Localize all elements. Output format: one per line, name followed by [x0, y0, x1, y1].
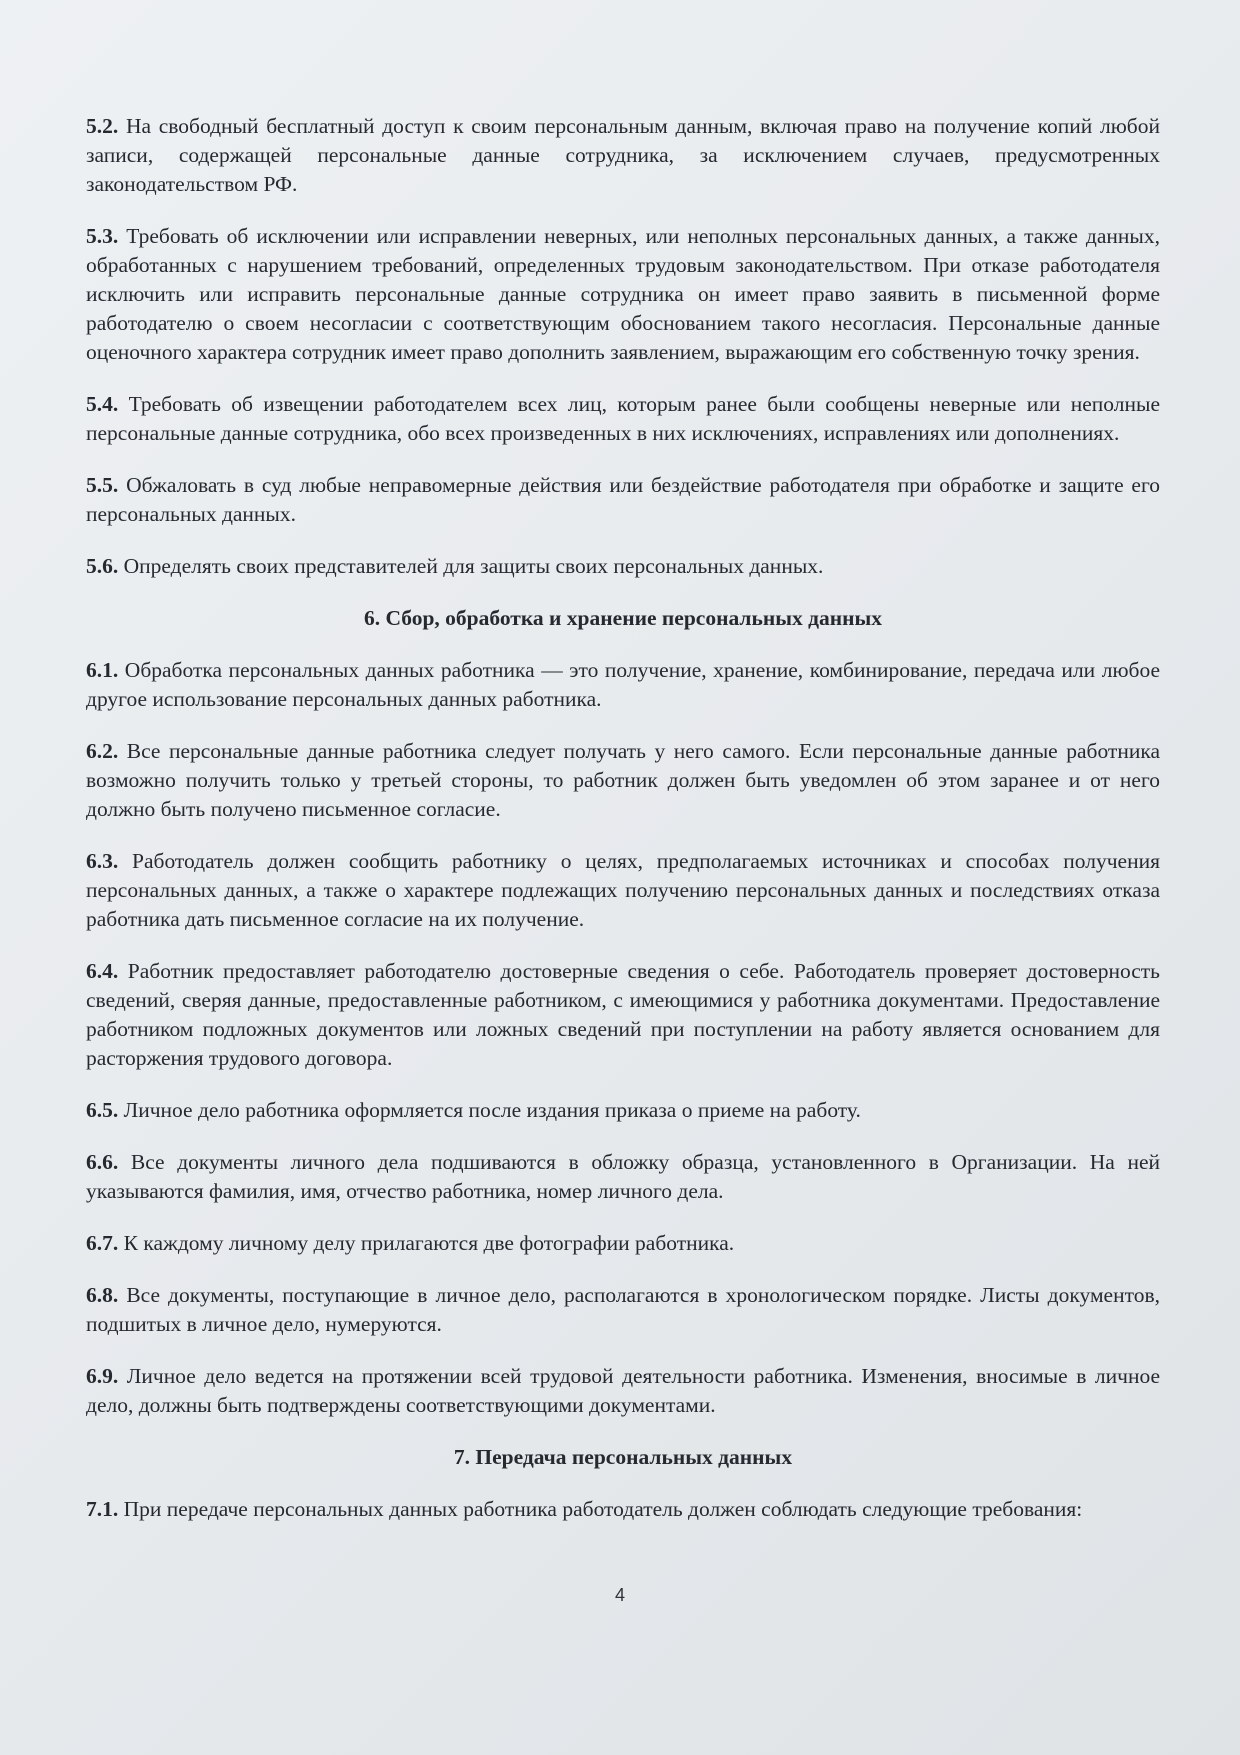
- clause-text: Обжаловать в суд любые неправомерные действия или бездействие работодателя при обработке и защите его персональных данных.: [86, 473, 1161, 526]
- clause-paragraph: [86, 1281, 1160, 1339]
- clause-text: К каждому личному делу прилагаются две фотографии работника.: [123, 1231, 735, 1255]
- section-heading: 7. Передача персональных данных: [453, 1445, 793, 1469]
- clause-text: На свободный бесплатный доступ к своим персональным данным, включая право на получение копий любой записи, содержащей персональные данные сотрудника, за исключением случаев, предусмотренных законодательством РФ.: [86, 114, 1160, 196]
- clause-paragraph: [86, 1229, 1160, 1258]
- clause-number: 5.4.: [86, 392, 119, 416]
- clause-number: 6.8.: [86, 1283, 119, 1307]
- clause-text: Обработка персональных данных работника — это получение, хранение, комбинирование, передача или любое другое использование персональных данных работника.: [86, 658, 1161, 711]
- clause-text: Требовать об исключении или исправлении неверных, или неполных персональных данных, а также данных, обработанных с нарушением требований, определенных трудовым законодательством. При отказе работодателя исключить или исправить персональные данные сотрудника он имеет право заявить в письменной форме работодателю о своем несогласии с соответствующим обоснованием такого несогласия. Персональные данные оценочного характера сотрудник имеет право дополнить заявлением, выражающим его собственную точку зрения.: [86, 224, 1160, 364]
- clause-number: 6.4.: [86, 959, 119, 983]
- clause-text: При передаче персональных данных работника работодатель должен соблюдать следующие требования:: [123, 1497, 1083, 1521]
- clause-paragraph: [86, 1096, 1160, 1125]
- clause-text: Личное дело работника оформляется после издания приказа о приеме на работу.: [123, 1098, 861, 1122]
- clause-number: 7.1.: [86, 1497, 119, 1521]
- clause-number: 6.3.: [86, 849, 119, 873]
- clause-paragraph: [86, 656, 1160, 714]
- clause-text: Работник предоставляет работодателю достоверные сведения о себе. Работодатель проверяет достоверность сведений, сверяя данные, предоставленные работником, с имеющимися у работника документами. Предоставление работником подложных документов или ложных сведений при поступлении на работу является основанием для расторжения трудового договора.: [86, 959, 1160, 1070]
- clause-paragraph: [86, 737, 1160, 824]
- clause-paragraph: [86, 390, 1160, 448]
- clause-number: 5.5.: [86, 473, 119, 497]
- page-number: 4: [614, 1585, 625, 1605]
- clause-paragraph: [86, 552, 1160, 581]
- clause-text: Личное дело ведется на протяжении всей трудовой деятельности работника. Изменения, вносимые в личное дело, должны быть подтверждены соответствующими документами.: [86, 1364, 1161, 1417]
- clause-number: 6.6.: [86, 1150, 119, 1174]
- clause-number: 5.2.: [86, 114, 119, 138]
- clause-paragraph: [86, 112, 1160, 199]
- clause-number: 5.6.: [86, 554, 119, 578]
- clause-paragraph: [86, 1495, 1160, 1524]
- clause-text: Определять своих представителей для защиты своих персональных данных.: [123, 554, 824, 578]
- clause-number: 6.1.: [86, 658, 119, 682]
- clause-paragraph: [86, 847, 1160, 934]
- clause-text: Все документы личного дела подшиваются в обложку образца, установленного в Организации. На ней указываются фамилия, имя, отчество работника, номер личного дела.: [86, 1150, 1160, 1203]
- clause-paragraph: [86, 957, 1160, 1073]
- clause-number: 6.9.: [86, 1364, 119, 1388]
- clause-number: 6.2.: [86, 739, 119, 763]
- document-body: [86, 112, 1160, 1547]
- clause-paragraph: [86, 222, 1160, 367]
- clause-text: Требовать об извещении работодателем всех лиц, которым ранее были сообщены неверные или неполные персональные данные сотрудника, обо всех произведенных в них исключениях, исправлениях или дополнениях.: [86, 392, 1160, 445]
- clause-number: 5.3.: [86, 224, 119, 248]
- clause-number: 6.7.: [86, 1231, 119, 1255]
- clause-paragraph: [86, 1148, 1160, 1206]
- clause-number: 6.5.: [86, 1098, 119, 1122]
- clause-paragraph: [86, 1362, 1160, 1420]
- clause-text: Все документы, поступающие в личное дело, располагаются в хронологическом порядке. Листы документов, подшитых в личное дело, нумеруются.: [86, 1283, 1160, 1336]
- clause-text: Все персональные данные работника следует получать у него самого. Если персональные данные работника возможно получить только у третьей стороны, то работник должен быть уведомлен об этом заранее и от него должно быть получено письменное согласие.: [86, 739, 1160, 821]
- section-heading: 6. Сбор, обработка и хранение персональных данных: [363, 606, 883, 630]
- clause-paragraph: [86, 471, 1160, 529]
- clause-text: Работодатель должен сообщить работнику о целях, предполагаемых источниках и способах получения персональных данных, а также о характере подлежащих получению персональных данных и последствиях отказа работника дать письменное согласие на их получение.: [86, 849, 1160, 931]
